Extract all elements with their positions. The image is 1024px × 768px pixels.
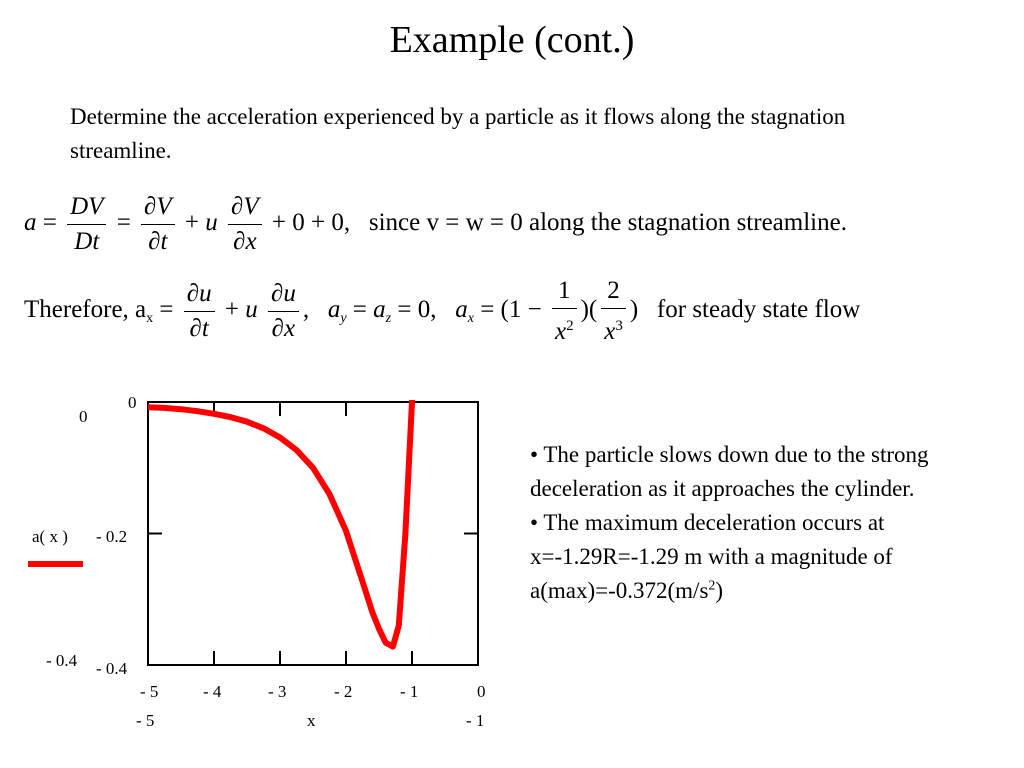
eq1-frac3 bbox=[228, 190, 262, 259]
x-axis-label: x bbox=[307, 711, 316, 730]
eq2-sub-z: z bbox=[385, 311, 392, 327]
eq1-lhs: a bbox=[24, 209, 37, 237]
eq1-frac1 bbox=[67, 190, 106, 259]
x-tick-5: 0 bbox=[477, 682, 486, 701]
y-label-outer-bottom: - 0.4 bbox=[46, 651, 78, 670]
eq2-exp2: 2 bbox=[566, 318, 574, 334]
eq2-prefix: Therefore, a bbox=[24, 296, 147, 324]
acceleration-curve bbox=[148, 400, 412, 647]
eq2-frac2 bbox=[268, 277, 299, 346]
axis-ticks bbox=[148, 402, 478, 665]
y-axis-label: a( x ) bbox=[32, 527, 68, 546]
eq2-paren-open: = (1 − bbox=[480, 296, 542, 324]
intro-text: Determine the acceleration experienced by a particle as it flows along the stagnation streamline. bbox=[70, 104, 846, 163]
x-label-outer-right: - 1 bbox=[466, 711, 485, 730]
eq2-frac3-den: x bbox=[554, 318, 567, 345]
bullet-2-text: • The maximum deceleration occurs at x=-1.29R=-1.29 m with a magnitude of a(max)=-0.372(m/s bbox=[530, 510, 893, 603]
eq2-az: a bbox=[373, 296, 386, 324]
plot-frame bbox=[148, 402, 478, 665]
eq1-frac1-den: Dt bbox=[74, 228, 100, 255]
eq1-frac2-num: ∂V bbox=[141, 190, 175, 225]
y-tick-mid: - 0.2 bbox=[96, 527, 128, 546]
eq2-ax-sub: x bbox=[467, 311, 474, 327]
eq2-ay: a bbox=[327, 296, 341, 324]
eq2-exp3: 3 bbox=[615, 318, 623, 334]
eq1-tail: + 0 + 0, bbox=[271, 209, 351, 237]
x-tick-3: - 2 bbox=[334, 682, 353, 701]
bullet-1: • The particle slows down due to the strong deceleration as it approaches the cylinder. bbox=[530, 442, 929, 501]
y-tick-top-inner: 0 bbox=[128, 393, 137, 412]
y-label-outer-top: 0 bbox=[79, 407, 88, 426]
eq1-frac2 bbox=[141, 190, 175, 259]
bullet-2-sup: 2 bbox=[708, 578, 716, 594]
eq2-frac2-den: ∂x bbox=[271, 315, 296, 342]
eq1-u: u bbox=[205, 209, 218, 237]
bullet-2-close: ) bbox=[715, 578, 724, 603]
eq2-frac3 bbox=[552, 274, 577, 349]
bullet-list bbox=[530, 438, 1000, 608]
legend-line bbox=[28, 561, 83, 567]
x-label-outer-left: - 5 bbox=[136, 711, 155, 730]
eq2-frac1 bbox=[184, 277, 215, 346]
acceleration-equation: a = $\frac{DV}{Dt}$ = $\frac{\partial V}{\partial t}$ + u $\frac{\partial V}{\partial x}$ + 0 + 0, since v = w = 0 along the stagnation streamline. bbox=[24, 190, 847, 259]
eq2-frac4 bbox=[601, 274, 626, 349]
eq2-frac1-den: ∂t bbox=[189, 315, 209, 342]
x-tick-2: - 3 bbox=[268, 682, 287, 701]
eq2-sub-x: x bbox=[146, 311, 154, 327]
eq1-frac3-den: ∂x bbox=[233, 228, 257, 255]
eq2-close: ) bbox=[629, 296, 639, 324]
eq2-mid: )( bbox=[580, 296, 598, 324]
bullet-2 bbox=[530, 506, 1000, 608]
eq2-u: u bbox=[245, 296, 258, 324]
eq1-frac2-den: ∂t bbox=[148, 228, 168, 255]
eq1-frac1-num: DV bbox=[67, 190, 106, 225]
eq2-frac1-num: ∂u bbox=[184, 277, 215, 312]
eq2-frac3-num: 1 bbox=[552, 274, 577, 309]
eq1-frac3-num: ∂V bbox=[228, 190, 262, 225]
eq2-zero: = 0, bbox=[397, 296, 437, 324]
x-tick-1: - 4 bbox=[203, 682, 222, 701]
eq2-sub-y: y bbox=[340, 311, 347, 327]
x-tick-4: - 1 bbox=[400, 682, 419, 701]
y-tick-bottom-inner: - 0.4 bbox=[96, 659, 128, 678]
steady-state-equation: Therefore, $a_x$ = $\frac{\partial u}{\partial t}$ + u $\frac{\partial u}{\partial x}$ , $a_y = a_z = 0$, $a_x = (1$ − $\frac{1}{x^2}$ )( $\frac{2}{x^3}$ ) for steady state flow bbox=[24, 274, 860, 349]
x-tick-0: - 5 bbox=[140, 682, 159, 701]
slide-title: Example (cont.) bbox=[389, 19, 635, 61]
eq2-note: for steady state flow bbox=[656, 296, 861, 324]
eq2-frac4-num: 2 bbox=[601, 274, 626, 309]
eq1-note: since v = w = 0 along the stagnation streamline. bbox=[368, 209, 847, 237]
eq2-frac4-den: x bbox=[604, 318, 616, 345]
eq2-ax: a bbox=[455, 296, 468, 324]
eq2-frac2-num: ∂u bbox=[268, 277, 299, 312]
